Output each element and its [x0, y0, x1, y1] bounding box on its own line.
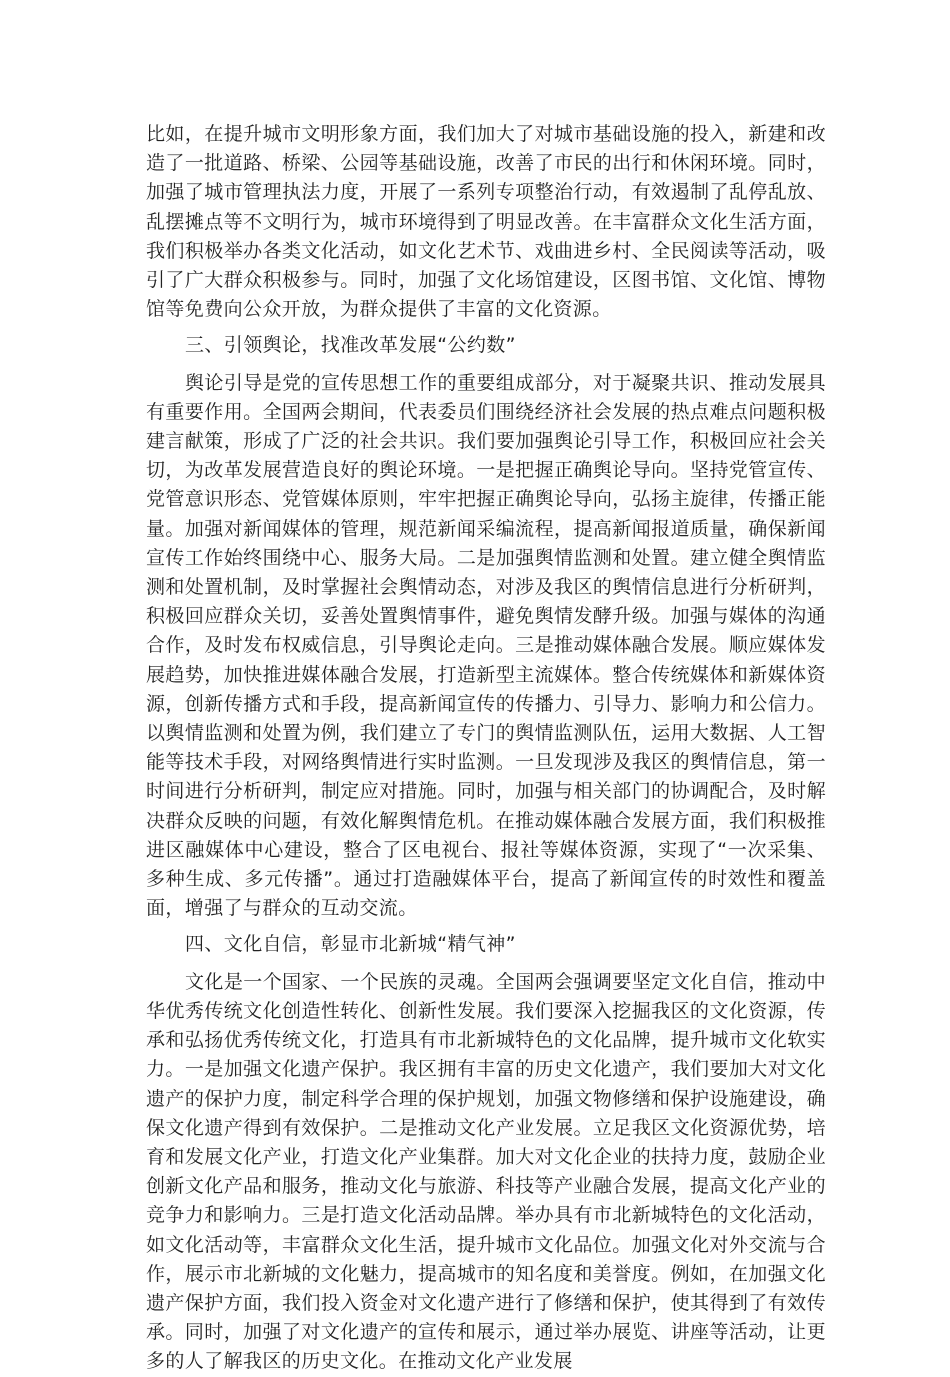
- section-heading-4: 四、文化自信，彰显市北新城“精气神”: [185, 933, 516, 956]
- paragraph-public-opinion: 舆论引导是党的宣传思想工作的重要组成部分，对于凝聚共识、推动发展具有重要作用。全国两会期间，代表委员们围绕经济社会发展的热点难点问题积极建言献策，形成了广泛的社会共识。我们要加强舆论引导工作，积极回应社会关切，为改革发展营造良好的舆论环境。一是把握正确舆论导向。坚持党管宣传、党管意识形态、党管媒体原则，牢牢把握正确舆论导向，弘扬主旋律，传播正能量。加强对新闻媒体的管理，规范新闻采编流程，提高新闻报道质量，确保新闻宣传工作始终围绕中心、服务大局。二是加强舆情监测和处置。建立健全舆情监测和处置机制，及时掌握社会舆情动态，对涉及我区的舆情信息进行分析研判，积极回应群众关切，妥善处置舆情事件，避免舆情发酵升级。加强与媒体的沟通合作，及时发布权威信息，引导舆论走向。三是推动媒体融合发展。顺应媒体发展趋势，加快推进媒体融合发展，打造新型主流媒体。整合传统媒体和新媒体资源，创新传播方式和手段，提高新闻宣传的传播力、引导力、影响力和公信力。以舆情监测和处置为例，我们建立了专门的舆情监测队伍，运用大数据、人工智能等技术手段，对网络舆情进行实时监测。一旦发现涉及我区的舆情信息，第一时间进行分析研判，制定应对措施。同时，加强与相关部门的协调配合，及时解决群众反映的问题，有效化解舆情危机。在推动媒体融合发展方面，我们积极推进区融媒体中心建设，整合了区电视台、报社等媒体资源，实现了“一次采集、多种生成、多元传播”。通过打造融媒体平台，提高了新闻宣传的时效性和覆盖面，增强了与群众的互动交流。: [146, 371, 826, 920]
- paragraph-city-image: 比如，在提升城市文明形象方面，我们加大了对城市基础设施的投入，新建和改造了一批道路、桥梁、公园等基础设施，改善了市民的出行和休闲环境。同时，加强了城市管理执法力度，开展了一系列专项整治行动，有效遏制了乱停乱放、乱摆摊点等不文明行为，城市环境得到了明显改善。在丰富群众文化生活方面，我们积极举办各类文化活动，如文化艺术节、戏曲进乡村、全民阅读等活动，吸引了广大群众积极参与。同时，加强了文化场馆建设，区图书馆、文化馆、博物馆等免费向公众开放，为群众提供了丰富的文化资源。: [146, 123, 826, 321]
- section-heading-3: 三、引领舆论，找准改革发展“公约数”: [185, 334, 516, 357]
- document-page: [146, 120, 826, 1377]
- paragraph-cultural-confidence: 文化是一个国家、一个民族的灵魂。全国两会强调要坚定文化自信，推动中华优秀传统文化创造性转化、创新性发展。我们要深入挖掘我区的文化资源，传承和弘扬优秀传统文化，打造具有市北新城特色的文化品牌，提升城市文化软实力。一是加强文化遗产保护。我区拥有丰富的历史文化遗产，我们要加大对文化遗产的保护力度，制定科学合理的保护规划，加强文物修缮和保护设施建设，确保文化遗产得到有效保护。二是推动文化产业发展。立足我区文化资源优势，培育和发展文化产业，打造文化产业集群。加大对文化企业的扶持力度，鼓励企业创新文化产品和服务，推动文化与旅游、科技等产业融合发展，提高文化产业的竞争力和影响力。三是打造文化活动品牌。举办具有市北新城特色的文化活动，如文化活动等，丰富群众文化生活，提升城市文化品位。加强文化对外交流与合作，展示市北新城的文化魅力，提高城市的知名度和美誉度。例如，在加强文化遗产保护方面，我们投入资金对文化遗产进行了修缮和保护，使其得到了有效传承。同时，加强了对文化遗产的宣传和展示，通过举办展览、讲座等活动，让更多的人了解我区的历史文化。在推动文化产业发展: [146, 970, 826, 1373]
